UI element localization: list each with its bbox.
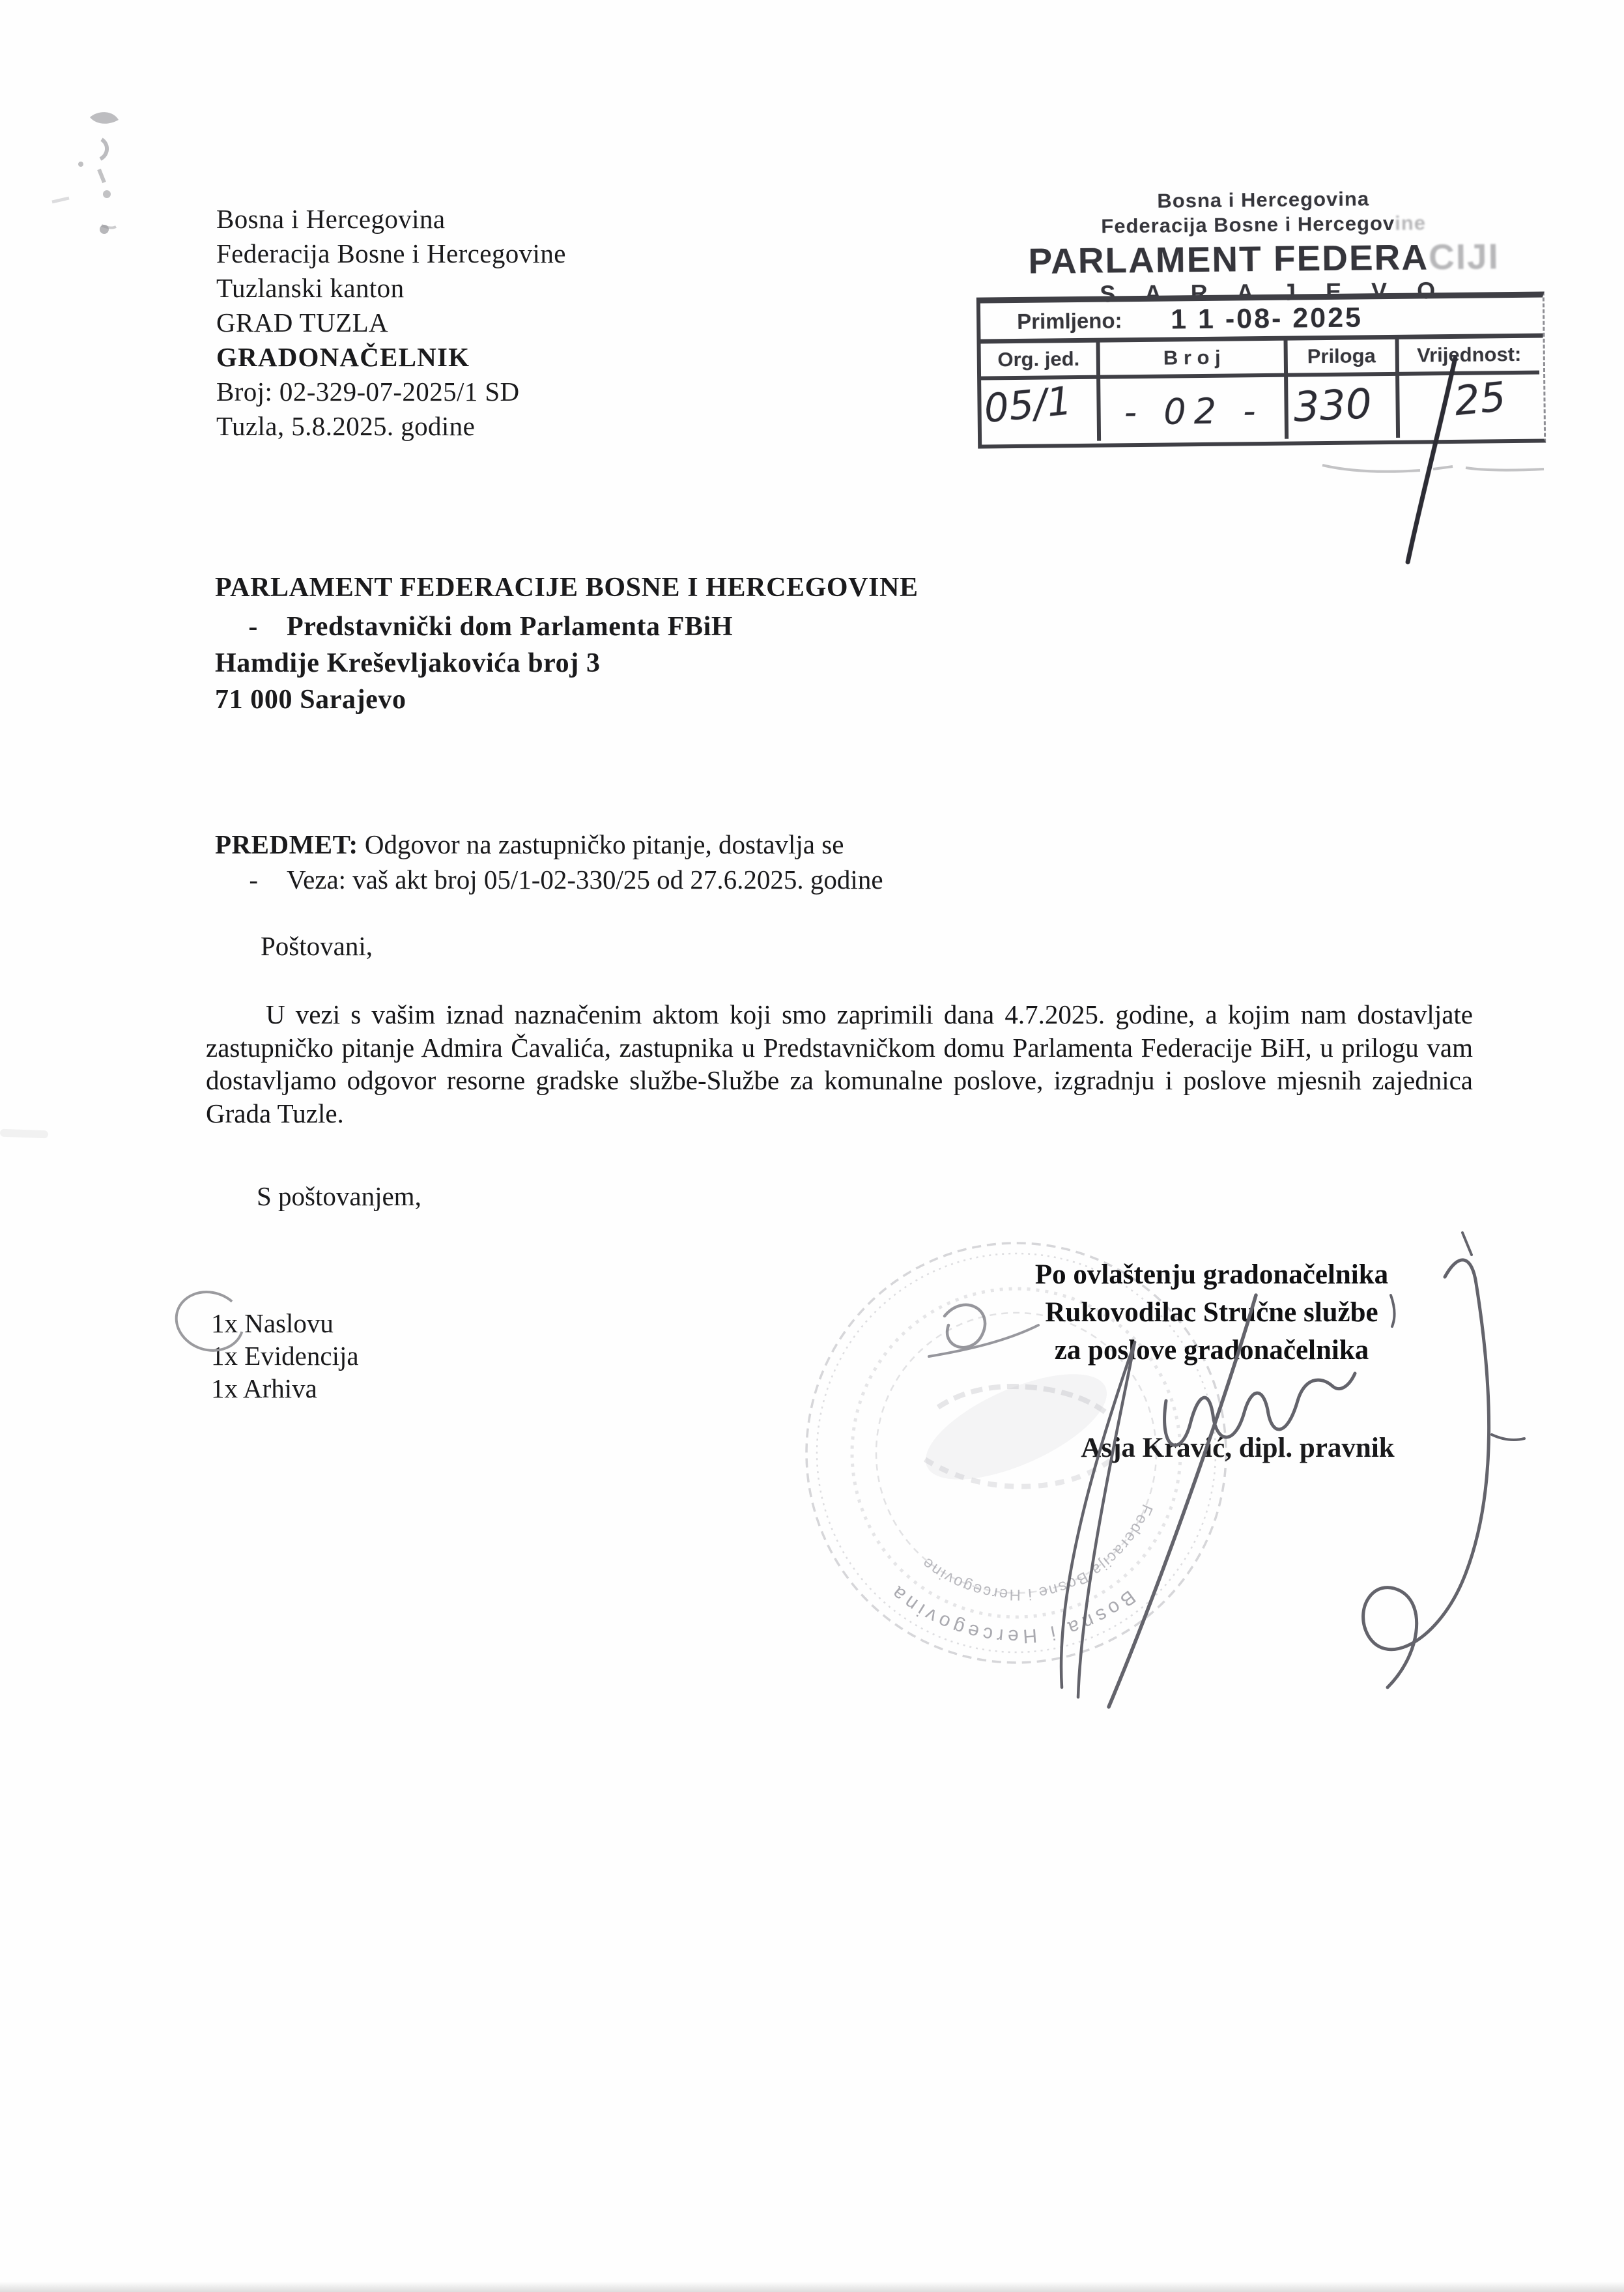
column-header-org-jed: Org. jed. xyxy=(981,343,1097,380)
received-label: Primljeno: xyxy=(1016,308,1122,334)
signature-ink xyxy=(749,1186,1624,1772)
signature-wave-stroke xyxy=(1165,1373,1355,1445)
signature-flourish-stroke xyxy=(1363,1260,1489,1687)
letterhead-ref-number: Broj: 02-329-07-2025/1 SD xyxy=(216,377,520,407)
pen-dash-mark xyxy=(1492,1435,1524,1440)
letterhead-office: GRADONAČELNIK xyxy=(216,342,470,372)
handwritten-circle-mark xyxy=(156,1270,280,1381)
copy-item-evidencija: 1x Evidencija xyxy=(211,1341,359,1371)
stamp-smear-marks xyxy=(1316,450,1563,489)
letterhead xyxy=(216,202,803,444)
recipient-line3: Hamdije Kreševljakovića broj 3 xyxy=(215,648,601,678)
received-row xyxy=(980,298,1543,344)
subject-block xyxy=(215,829,883,895)
salutation: Poštovani, xyxy=(261,931,373,961)
pen-scribble-loop xyxy=(945,1305,985,1347)
handwritten-vrijednost: 25 xyxy=(1452,372,1508,425)
copy-item-naslovu: 1x Naslovu xyxy=(211,1308,334,1338)
pen-comma-mark xyxy=(1391,1295,1395,1326)
value-org-jed xyxy=(981,379,1097,442)
receipt-stamp-institution-faded: CIJI xyxy=(1428,236,1500,278)
subject-reference-line: - Veza: vaš akt broj 05/1-02-330/25 od 27.6.2025. godine xyxy=(249,865,883,895)
receipt-stamp-federation-faded: ine xyxy=(1394,211,1427,235)
scan-edge-shadow xyxy=(0,2282,1624,2292)
letterhead-city: GRAD TUZLA xyxy=(216,308,389,337)
value-broj xyxy=(1096,377,1285,441)
column-header-broj: B r o j xyxy=(1096,341,1285,379)
recipient-line4: 71 000 Sarajevo xyxy=(215,685,406,715)
subject-line xyxy=(215,829,844,860)
stamp-arc-text-outer: Bosna i Hercegovina xyxy=(885,1579,1140,1648)
receipt-stamp-country: Bosna i Hercegovina xyxy=(1157,187,1370,212)
value-priloga xyxy=(1284,376,1396,439)
copy-item-arhiva: 1x Arhiva xyxy=(211,1373,317,1403)
closing-phrase: S poštovanjem, xyxy=(257,1181,421,1211)
authority-line1: Po ovlaštenju gradonačelnika xyxy=(1034,1259,1389,1290)
scan-smudge xyxy=(0,1129,48,1139)
handwritten-broj: - 02 - xyxy=(1124,390,1264,433)
subject-reference: Veza: vaš akt broj 05/1-02-330/25 od 27.6.2025. godine xyxy=(287,865,883,895)
signer-name: Asja Kravić, dipl. pravnik xyxy=(1081,1433,1395,1463)
subject-label: PREDMET: xyxy=(215,829,358,859)
stamp-arc-text-inner: Federacija Bosne i Hercegovine xyxy=(918,1501,1156,1604)
column-header-priloga: Priloga xyxy=(1284,339,1396,377)
value-vrijednost xyxy=(1395,372,1540,438)
receipt-stamp-federation: Federacija Bosne i Hercegovine xyxy=(1101,211,1427,238)
recipient-line2: - Predstavnički dom Parlamenta FBiH xyxy=(248,612,734,642)
letterhead-country: Bosna i Hercegovina xyxy=(216,204,446,234)
receipt-table-value-row xyxy=(981,372,1544,442)
letterhead-date: Tuzla, 5.8.2025. godine xyxy=(216,411,476,441)
receipt-stamp xyxy=(970,184,1558,433)
signature-needle-stroke-b xyxy=(1078,1342,1135,1697)
subject-text: Odgovor na zastupničko pitanje, dostavlja se xyxy=(358,829,844,859)
column-header-vrijednost: Vrijednost: xyxy=(1395,338,1539,376)
authority-line3: za poslove gradonačelnika xyxy=(1054,1335,1369,1366)
authority-line2: Rukovodilac Stručne službe xyxy=(1045,1297,1378,1328)
body-paragraph: U vezi s vašim iznad naznačenim aktom koji smo zaprimili dana 4.7.2025. godine, a kojim nam dostavljate zastupničko pitanje Admira Čavalića, zastupnika u Predstavničkom domu Parlamenta Federacije BiH, u prilogu vam dostavljamo odgovor resorne gradske službe-Službe za komunalne poslove, izgradnju i poslove mjesnih zajednica Grada Tuzle. xyxy=(206,999,1473,1128)
receipt-stamp-table xyxy=(976,291,1546,448)
received-date-stamp: 1 1 -08- 2025 xyxy=(1170,302,1363,336)
pen-tick-mark xyxy=(1462,1233,1472,1255)
letterhead-federation: Federacija Bosne i Hercegovine xyxy=(216,238,566,268)
handwritten-org-jed: 05/1 xyxy=(982,378,1074,433)
handwritten-priloga: 330 xyxy=(1292,380,1373,431)
recipient-line1: PARLAMENT FEDERACIJE BOSNE I HERCEGOVINE xyxy=(215,573,919,603)
receipt-stamp-city: S A R A J E V O xyxy=(1100,277,1447,308)
letterhead-canton: Tuzlanski kanton xyxy=(216,273,405,303)
receipt-stamp-institution: PARLAMENT FEDERACIJI xyxy=(1028,236,1500,281)
